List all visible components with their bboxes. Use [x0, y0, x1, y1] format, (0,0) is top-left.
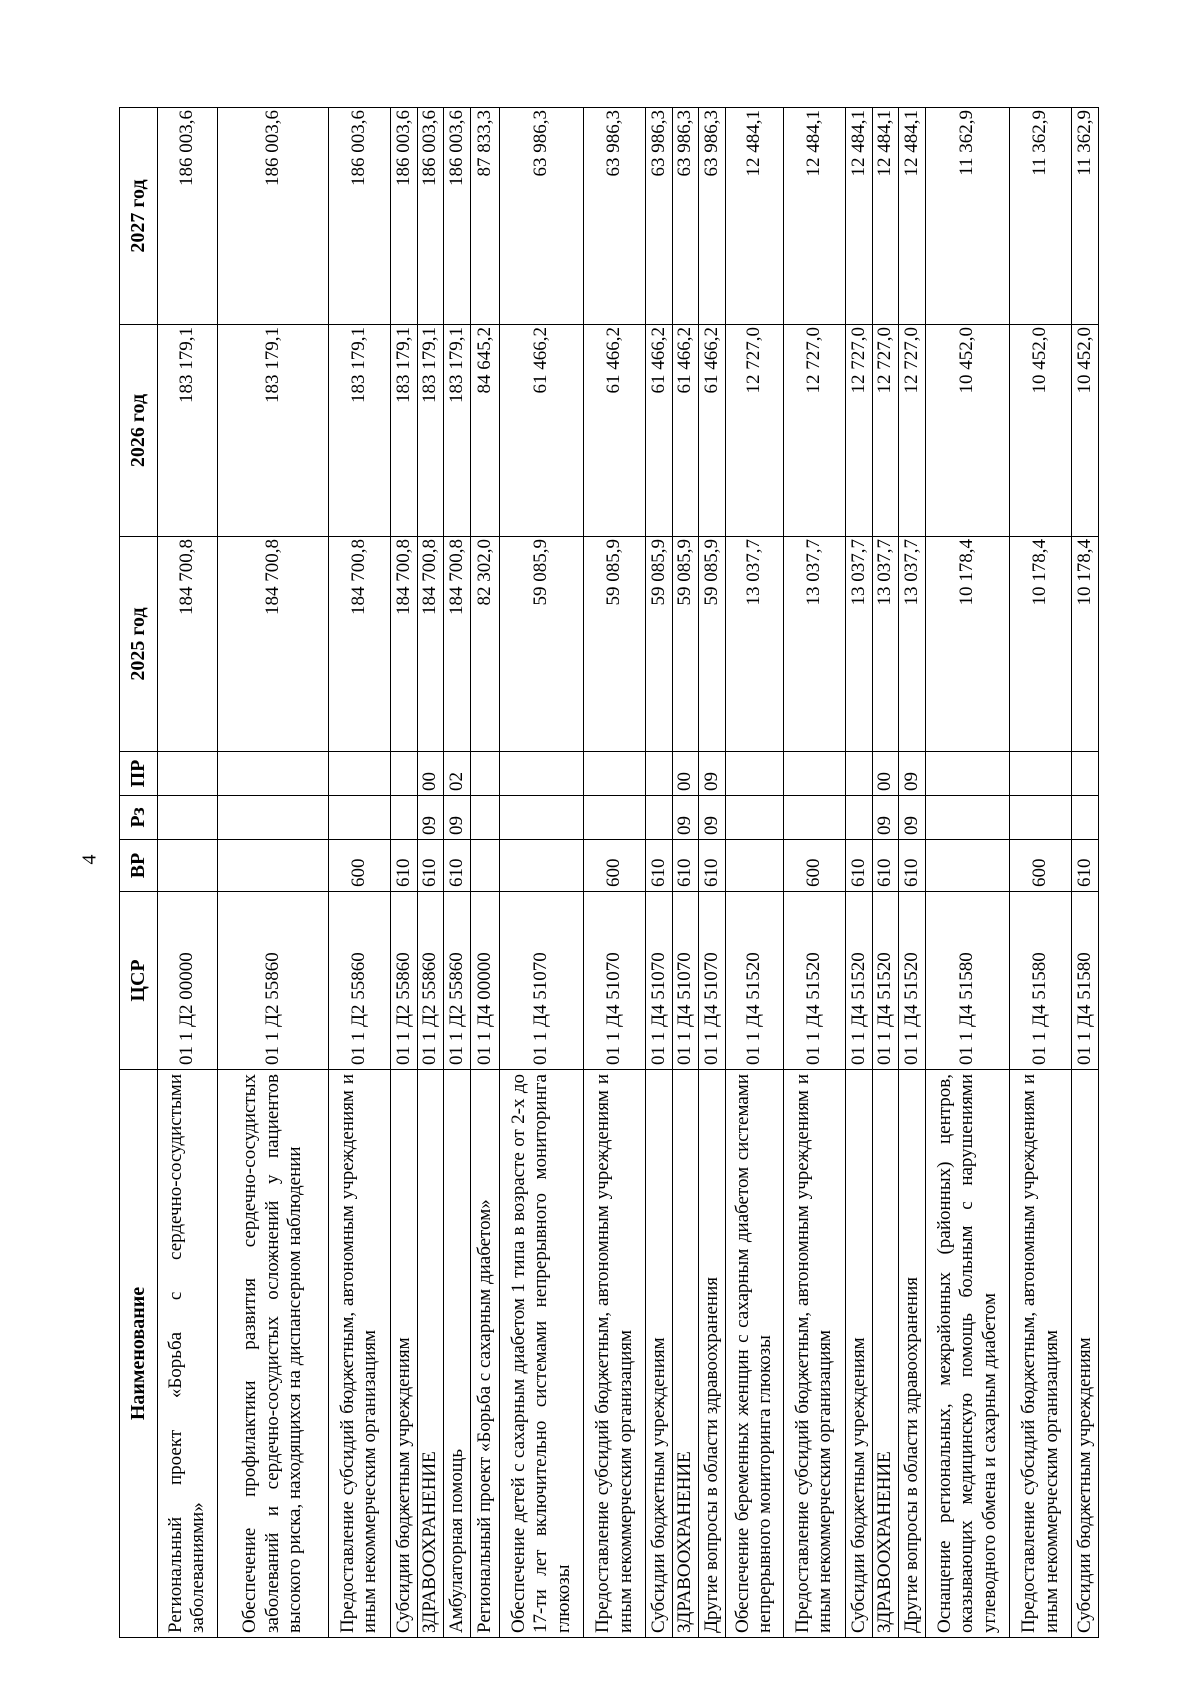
- cell-2027: 87 833,3: [470, 108, 499, 325]
- header-2027: 2027 год: [120, 108, 158, 325]
- cell-rz: [783, 796, 845, 840]
- table-header-row: [120, 108, 158, 1638]
- cell-vr: 610: [1072, 840, 1099, 892]
- cell-name: Оснащение региональных, межрайонных (районных) центров, оказывающих медицинскую помощь больным с нарушениями углеводного обмена и сахарным диабетом: [925, 1070, 1009, 1638]
- cell-csr: 01 1 Д2 55860: [444, 892, 471, 1070]
- cell-name: Обеспечение профилактики развития сердечно-сосудистых заболеваний и сердечно-сосудистых осложнений у пациентов высокого риска, находящихся на диспансерном наблюдении: [217, 1070, 328, 1638]
- cell-pr: [499, 752, 583, 796]
- cell-csr: 01 1 Д4 51520: [872, 892, 899, 1070]
- header-rz: Рз: [120, 796, 158, 840]
- cell-name: Субсидии бюджетным учреждениям: [845, 1070, 872, 1638]
- cell-vr: 610: [444, 840, 471, 892]
- cell-2027: 63 986,3: [584, 108, 646, 325]
- cell-2027: 186 003,6: [417, 108, 444, 325]
- cell-csr: 01 1 Д4 51580: [1072, 892, 1099, 1070]
- table-row: [726, 108, 784, 1638]
- cell-2025: 10 178,4: [1072, 537, 1099, 752]
- header-pr: ПР: [120, 752, 158, 796]
- cell-2026: 183 179,1: [158, 325, 218, 537]
- cell-2026: 10 452,0: [1010, 325, 1072, 537]
- cell-2026: 61 466,2: [699, 325, 726, 537]
- cell-2027: 63 986,3: [499, 108, 583, 325]
- cell-name: ЗДРАВООХРАНЕНИЕ: [417, 1070, 444, 1638]
- table-row: [217, 108, 328, 1638]
- cell-rz: 09: [699, 796, 726, 840]
- cell-vr: [470, 840, 499, 892]
- cell-2027: 63 986,3: [646, 108, 673, 325]
- cell-rz: [391, 796, 418, 840]
- cell-2026: 12 727,0: [783, 325, 845, 537]
- budget-table: [119, 107, 1099, 1638]
- cell-2025: 10 178,4: [1010, 537, 1072, 752]
- cell-rz: [499, 796, 583, 840]
- cell-vr: [499, 840, 583, 892]
- cell-rz: 09: [417, 796, 444, 840]
- cell-2027: 12 484,1: [872, 108, 899, 325]
- cell-name: Амбулаторная помощь: [444, 1070, 471, 1638]
- cell-2026: 183 179,1: [217, 325, 328, 537]
- cell-rz: 09: [872, 796, 899, 840]
- cell-2025: 184 700,8: [217, 537, 328, 752]
- table-row: [699, 108, 726, 1638]
- cell-name: Обеспечение детей с сахарным диабетом 1 типа в возрасте от 2-х до 17-ти лет включительно системами непрерывного мониторинга глюкозы: [499, 1070, 583, 1638]
- cell-vr: [158, 840, 218, 892]
- cell-rz: [158, 796, 218, 840]
- cell-2027: 186 003,6: [158, 108, 218, 325]
- cell-rz: [1072, 796, 1099, 840]
- cell-2026: 61 466,2: [646, 325, 673, 537]
- cell-vr: 610: [417, 840, 444, 892]
- table-row: [470, 108, 499, 1638]
- cell-vr: 600: [328, 840, 390, 892]
- cell-csr: 01 1 Д4 51070: [672, 892, 699, 1070]
- cell-vr: 600: [584, 840, 646, 892]
- cell-2027: 12 484,1: [726, 108, 784, 325]
- cell-2026: 183 179,1: [328, 325, 390, 537]
- cell-pr: [783, 752, 845, 796]
- cell-vr: 610: [672, 840, 699, 892]
- cell-2026: 183 179,1: [391, 325, 418, 537]
- cell-pr: [646, 752, 673, 796]
- cell-name: Предоставление субсидий бюджетным, автономным учреждениям и иным некоммерческим организациям: [1010, 1070, 1072, 1638]
- table-row: [584, 108, 646, 1638]
- cell-csr: 01 1 Д4 51520: [845, 892, 872, 1070]
- cell-csr: 01 1 Д4 51070: [646, 892, 673, 1070]
- cell-csr: 01 1 Д2 55860: [417, 892, 444, 1070]
- cell-2026: 10 452,0: [1072, 325, 1099, 537]
- header-csr: ЦСР: [120, 892, 158, 1070]
- cell-pr: [217, 752, 328, 796]
- cell-name: ЗДРАВООХРАНЕНИЕ: [872, 1070, 899, 1638]
- cell-2027: 186 003,6: [328, 108, 390, 325]
- cell-rz: [217, 796, 328, 840]
- cell-csr: 01 1 Д4 51520: [783, 892, 845, 1070]
- cell-name: Предоставление субсидий бюджетным, автономным учреждениям и иным некоммерческим организациям: [328, 1070, 390, 1638]
- cell-csr: 01 1 Д2 55860: [328, 892, 390, 1070]
- cell-vr: 600: [783, 840, 845, 892]
- cell-vr: 610: [872, 840, 899, 892]
- cell-pr: [925, 752, 1009, 796]
- cell-2026: 10 452,0: [925, 325, 1009, 537]
- cell-pr: 00: [672, 752, 699, 796]
- cell-csr: 01 1 Д4 00000: [470, 892, 499, 1070]
- cell-name: Предоставление субсидий бюджетным, автономным учреждениям и иным некоммерческим организациям: [584, 1070, 646, 1638]
- cell-2027: 12 484,1: [783, 108, 845, 325]
- cell-2025: 59 085,9: [646, 537, 673, 752]
- cell-2025: 184 700,8: [328, 537, 390, 752]
- cell-pr: [158, 752, 218, 796]
- cell-2025: 13 037,7: [899, 537, 926, 752]
- cell-vr: 610: [391, 840, 418, 892]
- cell-2025: 13 037,7: [872, 537, 899, 752]
- cell-rz: [925, 796, 1009, 840]
- page-number: 4: [78, 854, 101, 865]
- cell-2027: 186 003,6: [444, 108, 471, 325]
- cell-name: Субсидии бюджетным учреждениям: [646, 1070, 673, 1638]
- cell-csr: 01 1 Д4 51070: [699, 892, 726, 1070]
- header-name: Наименование: [120, 1070, 158, 1638]
- cell-2025: 59 085,9: [584, 537, 646, 752]
- cell-2025: 59 085,9: [499, 537, 583, 752]
- table-row: [783, 108, 845, 1638]
- cell-name: Субсидии бюджетным учреждениям: [391, 1070, 418, 1638]
- table-row: [158, 108, 218, 1638]
- cell-vr: [217, 840, 328, 892]
- table-row: [899, 108, 926, 1638]
- cell-2026: 61 466,2: [672, 325, 699, 537]
- cell-name: ЗДРАВООХРАНЕНИЕ: [672, 1070, 699, 1638]
- table-row: [328, 108, 390, 1638]
- cell-2025: 13 037,7: [726, 537, 784, 752]
- table-body: [158, 108, 1099, 1638]
- cell-csr: 01 1 Д2 00000: [158, 892, 218, 1070]
- cell-2026: 12 727,0: [872, 325, 899, 537]
- cell-2025: 59 085,9: [699, 537, 726, 752]
- cell-2025: 184 700,8: [391, 537, 418, 752]
- cell-2025: 82 302,0: [470, 537, 499, 752]
- cell-rz: [584, 796, 646, 840]
- table-row: [417, 108, 444, 1638]
- table-row: [391, 108, 418, 1638]
- cell-2025: 13 037,7: [783, 537, 845, 752]
- cell-2026: 183 179,1: [417, 325, 444, 537]
- cell-vr: 610: [646, 840, 673, 892]
- cell-rz: [845, 796, 872, 840]
- cell-pr: 09: [699, 752, 726, 796]
- cell-pr: [470, 752, 499, 796]
- cell-pr: [1072, 752, 1099, 796]
- cell-pr: [845, 752, 872, 796]
- cell-2026: 12 727,0: [899, 325, 926, 537]
- header-2025: 2025 год: [120, 537, 158, 752]
- cell-name: Предоставление субсидий бюджетным, автономным учреждениям и иным некоммерческим организациям: [783, 1070, 845, 1638]
- cell-csr: 01 1 Д4 51520: [726, 892, 784, 1070]
- cell-csr: 01 1 Д4 51070: [584, 892, 646, 1070]
- cell-csr: 01 1 Д2 55860: [391, 892, 418, 1070]
- cell-2026: 61 466,2: [499, 325, 583, 537]
- table-row: [872, 108, 899, 1638]
- cell-rz: 09: [672, 796, 699, 840]
- cell-name: Другие вопросы в области здравоохранения: [699, 1070, 726, 1638]
- cell-name: Региональный проект «Борьба с сердечно-сосудистыми заболеваниями»: [158, 1070, 218, 1638]
- cell-rz: [328, 796, 390, 840]
- cell-2027: 12 484,1: [899, 108, 926, 325]
- cell-2025: 13 037,7: [845, 537, 872, 752]
- cell-vr: 610: [845, 840, 872, 892]
- cell-2026: 12 727,0: [726, 325, 784, 537]
- cell-2027: 63 986,3: [699, 108, 726, 325]
- cell-2027: 11 362,9: [1010, 108, 1072, 325]
- table-row: [1010, 108, 1072, 1638]
- cell-2025: 10 178,4: [925, 537, 1009, 752]
- table-row: [925, 108, 1009, 1638]
- cell-vr: 610: [699, 840, 726, 892]
- table-row: [845, 108, 872, 1638]
- cell-name: Обеспечение беременных женщин с сахарным диабетом системами непрерывного мониторинга глюкозы: [726, 1070, 784, 1638]
- cell-2025: 184 700,8: [444, 537, 471, 752]
- header-vr: ВР: [120, 840, 158, 892]
- cell-rz: [646, 796, 673, 840]
- cell-2026: 84 645,2: [470, 325, 499, 537]
- cell-csr: 01 1 Д2 55860: [217, 892, 328, 1070]
- header-2026: 2026 год: [120, 325, 158, 537]
- cell-vr: [726, 840, 784, 892]
- cell-csr: 01 1 Д4 51580: [1010, 892, 1072, 1070]
- cell-rz: [470, 796, 499, 840]
- cell-2027: 11 362,9: [1072, 108, 1099, 325]
- cell-vr: 600: [1010, 840, 1072, 892]
- cell-name: Региональный проект «Борьба с сахарным диабетом»: [470, 1070, 499, 1638]
- cell-2027: 12 484,1: [845, 108, 872, 325]
- cell-2027: 186 003,6: [217, 108, 328, 325]
- cell-pr: [584, 752, 646, 796]
- cell-2027: 186 003,6: [391, 108, 418, 325]
- cell-rz: [726, 796, 784, 840]
- cell-pr: [328, 752, 390, 796]
- cell-pr: 02: [444, 752, 471, 796]
- cell-2027: 63 986,3: [672, 108, 699, 325]
- cell-csr: 01 1 Д4 51070: [499, 892, 583, 1070]
- cell-name: Субсидии бюджетным учреждениям: [1072, 1070, 1099, 1638]
- cell-rz: 09: [444, 796, 471, 840]
- table-row: [646, 108, 673, 1638]
- cell-pr: [726, 752, 784, 796]
- cell-2025: 184 700,8: [417, 537, 444, 752]
- cell-2026: 12 727,0: [845, 325, 872, 537]
- cell-2025: 59 085,9: [672, 537, 699, 752]
- cell-2026: 61 466,2: [584, 325, 646, 537]
- cell-pr: 00: [417, 752, 444, 796]
- rotated-table-container: [119, 108, 1099, 1638]
- cell-pr: [1010, 752, 1072, 796]
- table-row: [1072, 108, 1099, 1638]
- cell-rz: 09: [899, 796, 926, 840]
- cell-2027: 11 362,9: [925, 108, 1009, 325]
- cell-csr: 01 1 Д4 51520: [899, 892, 926, 1070]
- cell-2026: 183 179,1: [444, 325, 471, 537]
- table-row: [672, 108, 699, 1638]
- table-row: [499, 108, 583, 1638]
- cell-vr: 610: [899, 840, 926, 892]
- cell-pr: [391, 752, 418, 796]
- cell-rz: [1010, 796, 1072, 840]
- cell-2025: 184 700,8: [158, 537, 218, 752]
- cell-csr: 01 1 Д4 51580: [925, 892, 1009, 1070]
- cell-vr: [925, 840, 1009, 892]
- cell-pr: 09: [899, 752, 926, 796]
- cell-name: Другие вопросы в области здравоохранения: [899, 1070, 926, 1638]
- table-row: [444, 108, 471, 1638]
- cell-pr: 00: [872, 752, 899, 796]
